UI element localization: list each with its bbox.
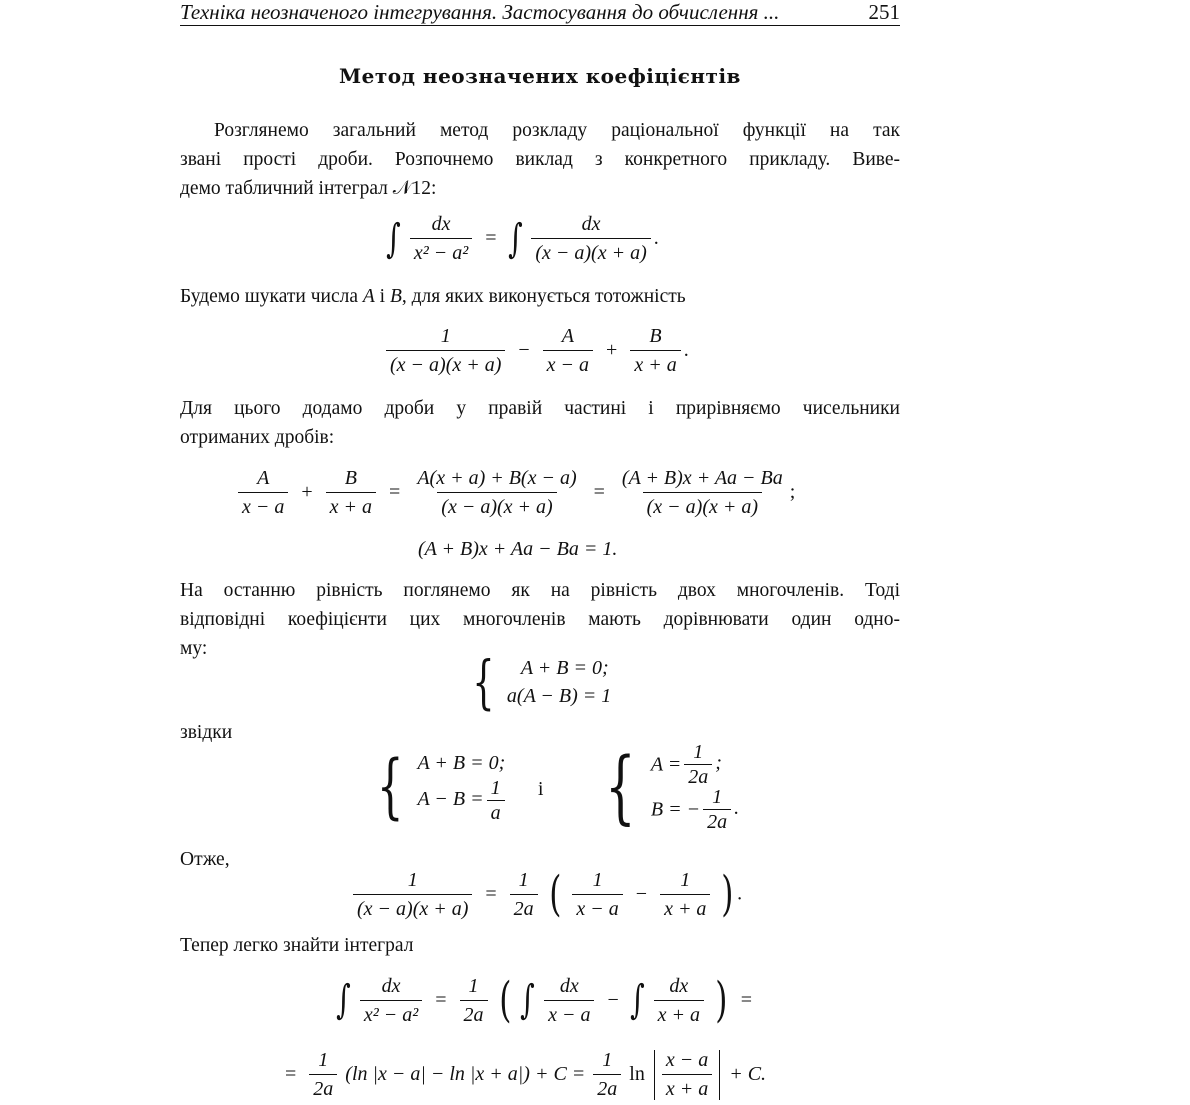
equation-polynomial: (A + B)x + Aa − Ba = 1. [418,538,618,560]
equation-integral-split [335,972,757,1028]
fraction: $\frac{1}{2a}$ [460,974,488,1027]
equation-integral [385,212,659,265]
expression: (ln |x − a| − ln |x + a|) + C = [345,1063,586,1085]
equals-sign: = [593,481,605,503]
integral-sign: ∫ [629,977,645,1023]
fraction: $\frac{(A + B)x + Aa - Ba}{(x - a)(x + a)}$ [621,467,783,518]
section-title: Метод неозначених коефіцієнтів [339,64,741,88]
integral-sign: ∫ [520,977,535,1023]
system-row: A + B = 0; [520,657,609,679]
system-row: a(A − B) = 1 [506,685,612,707]
equals-sign: = [485,882,497,905]
equation-result [280,1048,766,1101]
equals-sign: = [389,481,401,503]
fraction: $\frac{B}{x + a}$ [630,324,680,377]
punctuation: . [653,227,659,249]
header-rule [180,25,900,26]
paragraph-line: Тепер легко знайти інтеграл [180,935,414,956]
system-row: A − B = $\frac{1}{a}$ [418,778,508,823]
left-brace: { [605,740,636,833]
left-paren: ( [548,866,562,922]
left-brace: { [472,648,495,716]
integral-sign: ∫ [507,215,523,262]
table-integral-ref: 𝒩12: [392,178,437,199]
operator: − [635,882,648,905]
equation-decomposition [350,866,742,922]
document-page [180,0,900,1105]
fraction: $\frac{dx}{\text{x² − a²}}$ [360,974,422,1027]
paragraph-line: му: [180,638,208,659]
running-header [180,0,900,24]
fraction: $\frac{A}{x - a}$ [238,466,288,519]
page-number: 251 [868,0,900,24]
fraction: $\frac{dx}{\text{x² − a²}}$ [410,212,472,265]
fraction: $\frac{A}{x - a}$ [543,324,593,377]
paragraph-text: демо табличний інтеграл [180,178,393,199]
fraction: $\frac{dx}{x + a}$ [654,974,704,1027]
fraction: $\frac{1}{2a}$ [593,1048,621,1101]
equation-system [368,744,508,827]
operator: + [301,481,313,503]
right-paren: ) [715,972,728,1028]
left-paren: ( [498,972,511,1028]
paragraph-text: , для яких виконується тотожність [401,286,686,307]
equals-sign: = [485,227,497,249]
system-row: A + B = 0; [417,752,506,774]
equals-sign: = [740,988,752,1011]
equals-sign: = [285,1063,297,1085]
left-brace: { [376,744,404,827]
equals-sign: = [435,988,447,1011]
punctuation: . [737,882,743,905]
system-row: B = − $\frac{1}{2a}$ . [650,786,740,833]
abs-bar-right [719,1050,720,1100]
operator: − [518,339,530,361]
right-paren: ) [721,866,734,922]
fraction: $\frac{1}{2a}$ [510,868,538,921]
system-row: A = $\frac{1}{2a}$ ; [650,741,722,788]
paragraph-line: відповідні коефіцієнти цих многочленів мають дорівнювати один одно- [180,609,900,630]
fraction: $\frac{A(x + a) + B(x - a)}{(x - a)(x + a)}$ [417,467,577,518]
paragraph-line: Розглянемо загальний метод розкладу раціональної функції на так [214,120,900,141]
paragraph-line [180,282,686,311]
header-title: Техніка неозначеного інтегрування. Застосування до обчислення ... [180,0,780,24]
integral-sign: ∫ [386,215,401,262]
equation-sum [235,466,795,519]
paragraph-line: звані прості дроби. Розпочнемо виклад з конкретного прикладу. Виве- [180,149,900,170]
operator: + [606,339,618,361]
log-function: ln [629,1063,645,1085]
paragraph-text: Будемо шукати числа [180,286,363,307]
fraction: $\frac{1}{x - a}$ [572,868,622,921]
equation-system [595,742,739,832]
fraction: $\frac{1}{2a}$ [309,1048,337,1101]
abs-bar-left [654,1050,655,1100]
fraction: $\frac{1}{x + a}$ [660,868,710,921]
paragraph-line: Отже, [180,849,230,870]
fraction: $\frac{B}{x + a}$ [326,466,376,519]
expression: + C. [729,1063,767,1085]
fraction: $\frac{dx}{x - a}$ [544,974,594,1027]
fraction: $\frac{1}{(x - a)(x + a)}$ [353,868,472,921]
conjunction: і [538,779,544,800]
punctuation: ; [789,481,796,503]
variable: A [362,286,375,307]
paragraph-line [180,174,436,203]
paragraph-line: На останню рівність поглянемо як на рівність двох многочленів. Тоді [180,580,900,601]
paragraph-text: і [374,286,390,307]
integral-sign: ∫ [336,977,351,1023]
variable: B [389,286,402,307]
equation-system [465,648,612,716]
equation-identity [383,324,689,377]
paragraph-line: Для цього додамо дроби у правій частині і прирівняємо чисельники [180,398,900,419]
fraction: $\frac{dx}{(x - a)(x + a)}$ [531,212,650,265]
paragraph-line: звідки [180,722,233,743]
fraction: $\frac{1}{(x - a)(x + a)}$ [386,324,505,377]
fraction: $\frac{x - a}{x + a}$ [662,1048,712,1101]
paragraph-line: отриманих дробів: [180,427,335,448]
operator: − [607,988,619,1011]
punctuation: . [683,339,689,361]
